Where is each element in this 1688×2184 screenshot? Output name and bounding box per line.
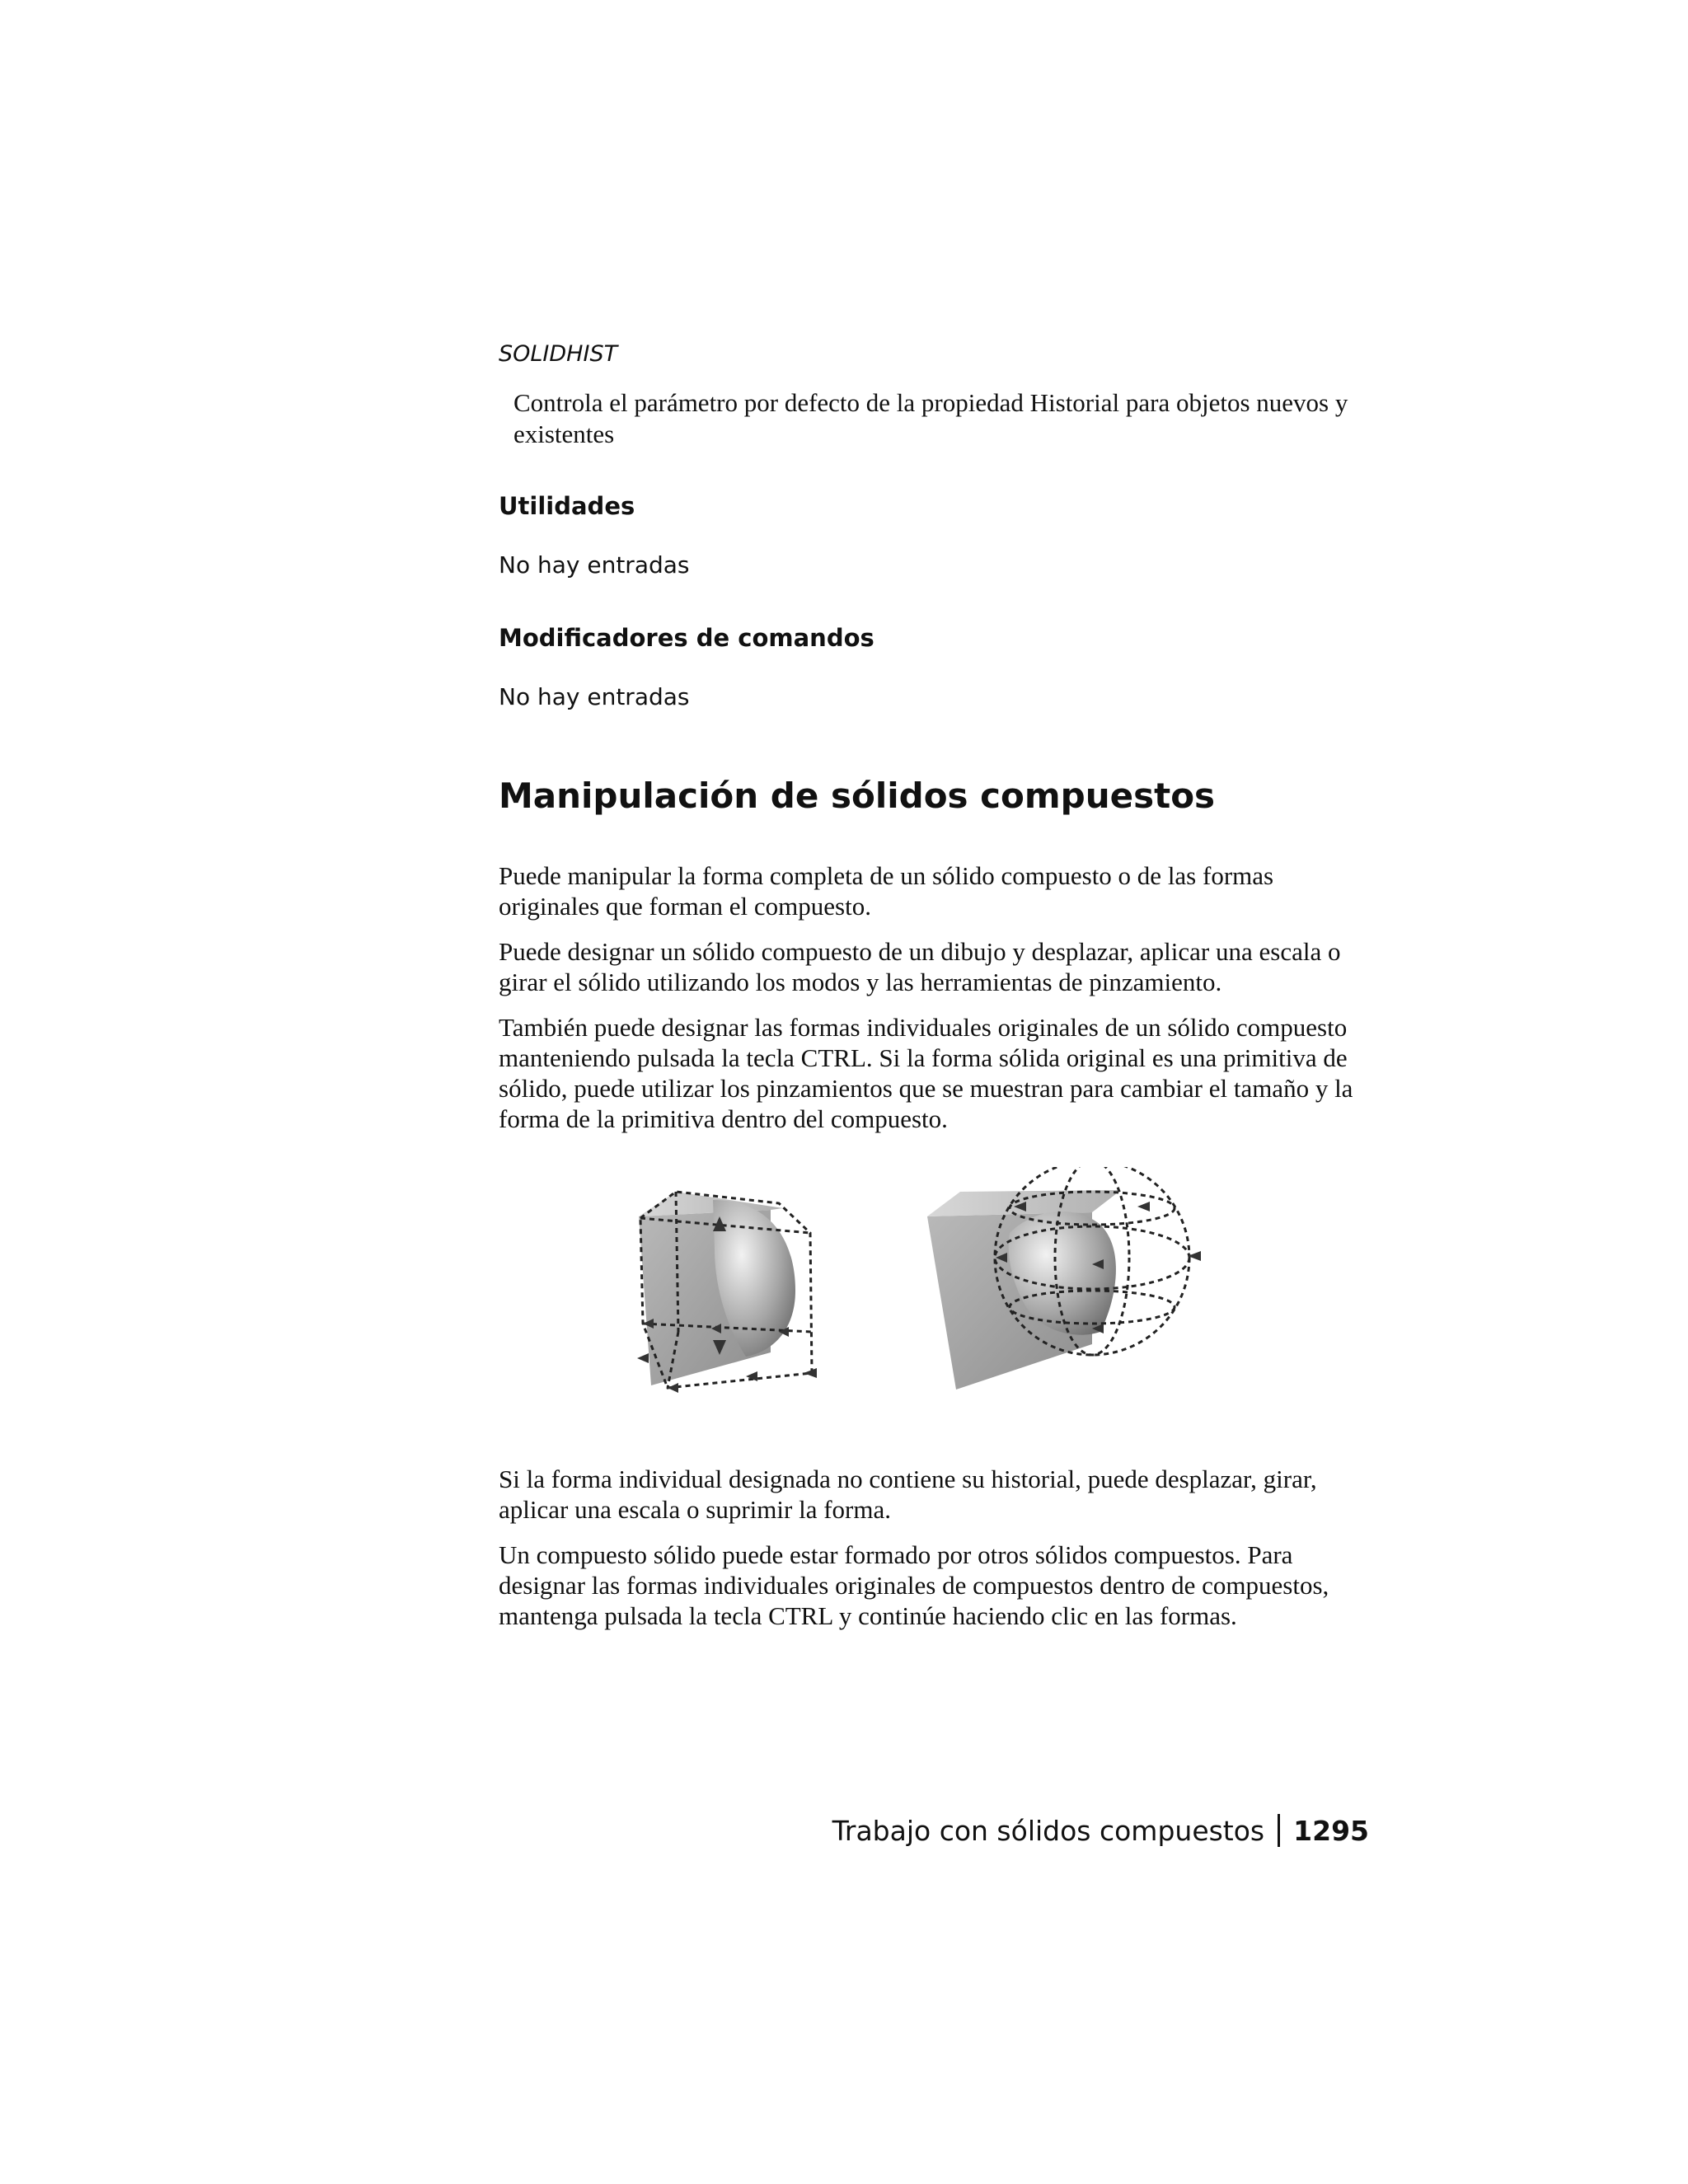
- section-title: Manipulación de sólidos compuestos: [499, 776, 1216, 816]
- paragraph-2: Puede designar un sólido compuesto de un dibujo y desplazar, aplicar una escala o girar el sólido utilizando los modos y las herramientas de pinzamiento.: [499, 937, 1341, 996]
- utilities-heading: Utilidades: [499, 492, 635, 520]
- left-composite-solid: [637, 1192, 817, 1393]
- command-modifiers-text: No hay entradas: [499, 683, 690, 710]
- page-number: 1295: [1293, 1815, 1369, 1847]
- page-footer: [832, 1813, 1369, 1849]
- composite-solid-figure: [499, 1167, 1372, 1431]
- right-composite-solid: [927, 1167, 1201, 1390]
- footer-separator: [1278, 1814, 1280, 1847]
- paragraph-1: Puede manipular la forma completa de un sólido compuesto o de las formas originales que forman el compuesto.: [499, 861, 1274, 921]
- command-modifiers-heading: Modificadores de comandos: [499, 624, 874, 652]
- composite-solids-illustration: [499, 1167, 1372, 1431]
- paragraph-4: Si la forma individual designada no contiene su historial, puede desplazar, girar, aplicar una escala o suprimir la forma.: [499, 1465, 1317, 1524]
- paragraph-5: Un compuesto sólido puede estar formado por otros sólidos compuestos. Para designar las formas individuales originales de compuestos dentro de compuestos, mantenga pulsada la tecla CTRL y continúe haciendo clic en las formas.: [499, 1540, 1329, 1630]
- page-content: [499, 338, 1372, 1631]
- footer-chapter-title: Trabajo con sólidos compuestos: [832, 1815, 1265, 1847]
- sysvar-name: SOLIDHIST: [499, 341, 618, 367]
- sysvar-description: Controla el parámetro por defecto de la propiedad Historial para objetos nuevos y existentes: [513, 388, 1348, 448]
- paragraph-3: También puede designar las formas individuales originales de un sólido compuesto manteniendo pulsada la tecla CTRL. Si la forma sólida original es una primitiva de sólido, puede utilizar los pinzamientos que se muestran para cambiar el tamaño y la forma de la primitiva dentro del compuesto.: [499, 1013, 1353, 1133]
- utilities-text: No hay entradas: [499, 551, 690, 579]
